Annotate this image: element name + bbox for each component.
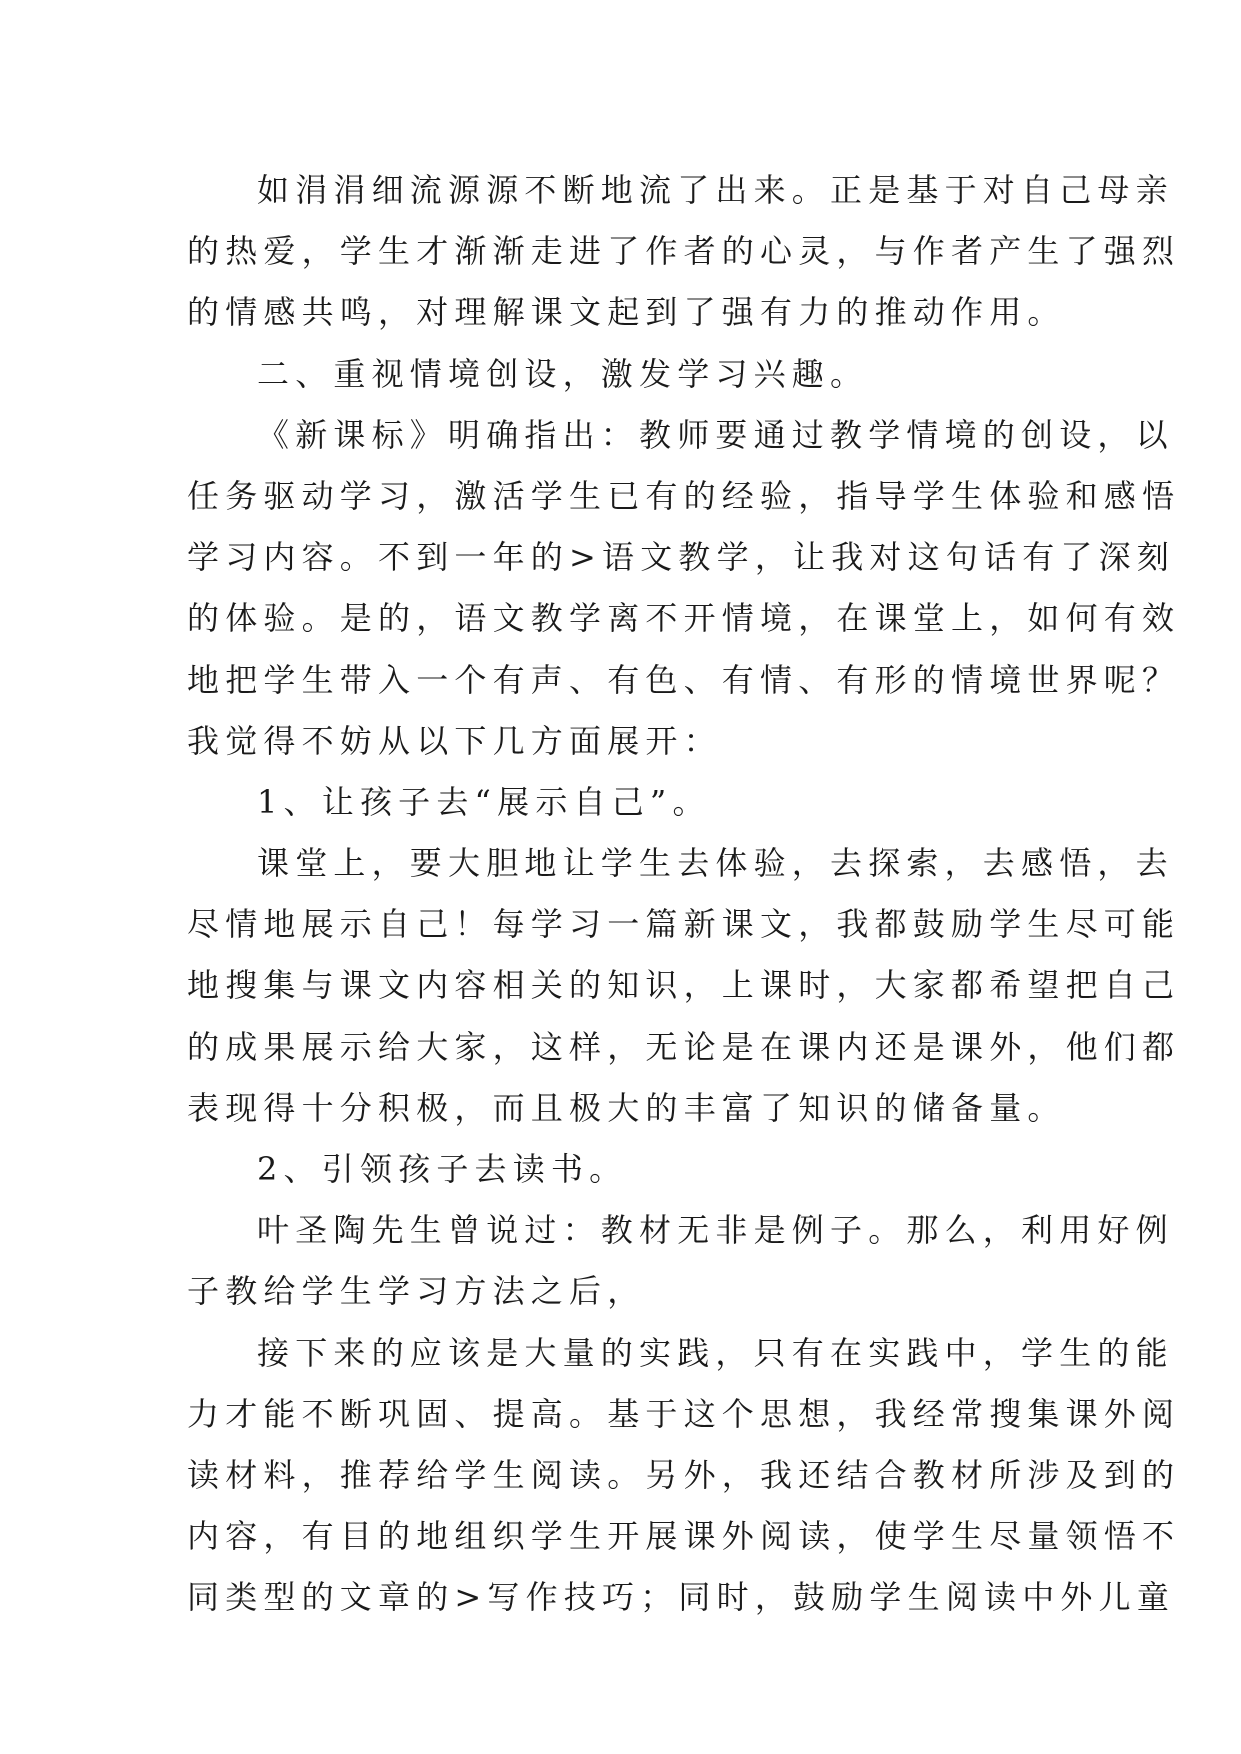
document-body bbox=[187, 160, 1181, 1629]
subsection-heading: 2、引领孩子去读书。 bbox=[257, 1150, 628, 1188]
text-line: 叶圣陶先生曾说过：教材无非是例子。那么，利用好例 bbox=[257, 1211, 1174, 1250]
text-line: 如涓涓细流源源不断地流了出来。正是基于对自己母亲 bbox=[257, 171, 1174, 209]
text-line: 尽情地展示自己！每学习一篇新课文，我都鼓励学生尽可能 bbox=[187, 905, 1181, 944]
text-line: 我觉得不妨从以下几方面展开： bbox=[187, 721, 722, 760]
text-line: 表现得十分积极，而且极大的丰富了知识的储备量。 bbox=[187, 1088, 1066, 1127]
section-heading: 二、重视情境创设，激发学习兴趣。 bbox=[257, 354, 869, 393]
text-line: 子教给学生学习方法之后， bbox=[187, 1272, 646, 1311]
text-line: 课堂上，要大胆地让学生去体验，去探索，去感悟，去 bbox=[257, 844, 1174, 883]
text-line: 的体验。是的，语文教学离不开情境，在课堂上，如何有效 bbox=[187, 599, 1181, 638]
text-line: 学习内容。不到一年的>语文教学，让我对这句话有了深刻 bbox=[187, 538, 1176, 577]
subsection-heading: 1、让孩子去“展示自己”。 bbox=[257, 782, 711, 821]
text-line: 力才能不断巩固、提高。基于这个思想，我经常搜集课外阅 bbox=[187, 1394, 1181, 1433]
text-line: 《新课标》明确指出：教师要通过教学情境的创设，以 bbox=[257, 415, 1174, 454]
text-line: 任务驱动学习，激活学生已有的经验，指导学生体验和感悟 bbox=[187, 476, 1181, 515]
text-line: 的热爱，学生才渐渐走进了作者的心灵，与作者产生了强烈 bbox=[187, 232, 1181, 271]
text-line: 地把学生带入一个有声、有色、有情、有形的情境世界呢？ bbox=[187, 660, 1181, 699]
text-line: 接下来的应该是大量的实践，只有在实践中，学生的能 bbox=[257, 1333, 1174, 1372]
text-line: 的成果展示给大家，这样，无论是在课内还是课外，他们都 bbox=[187, 1027, 1181, 1066]
text-line: 的情感共鸣，对理解课文起到了强有力的推动作用。 bbox=[187, 293, 1066, 332]
text-line: 地搜集与课文内容相关的知识，上课时，大家都希望把自己 bbox=[187, 966, 1181, 1005]
text-line: 读材料，推荐给学生阅读。另外，我还结合教材所涉及到的 bbox=[187, 1455, 1181, 1494]
text-line: 内容，有目的地组织学生开展课外阅读，使学生尽量领悟不 bbox=[187, 1517, 1181, 1556]
text-line: 同类型的文章的>写作技巧；同时，鼓励学生阅读中外儿童 bbox=[187, 1578, 1176, 1617]
